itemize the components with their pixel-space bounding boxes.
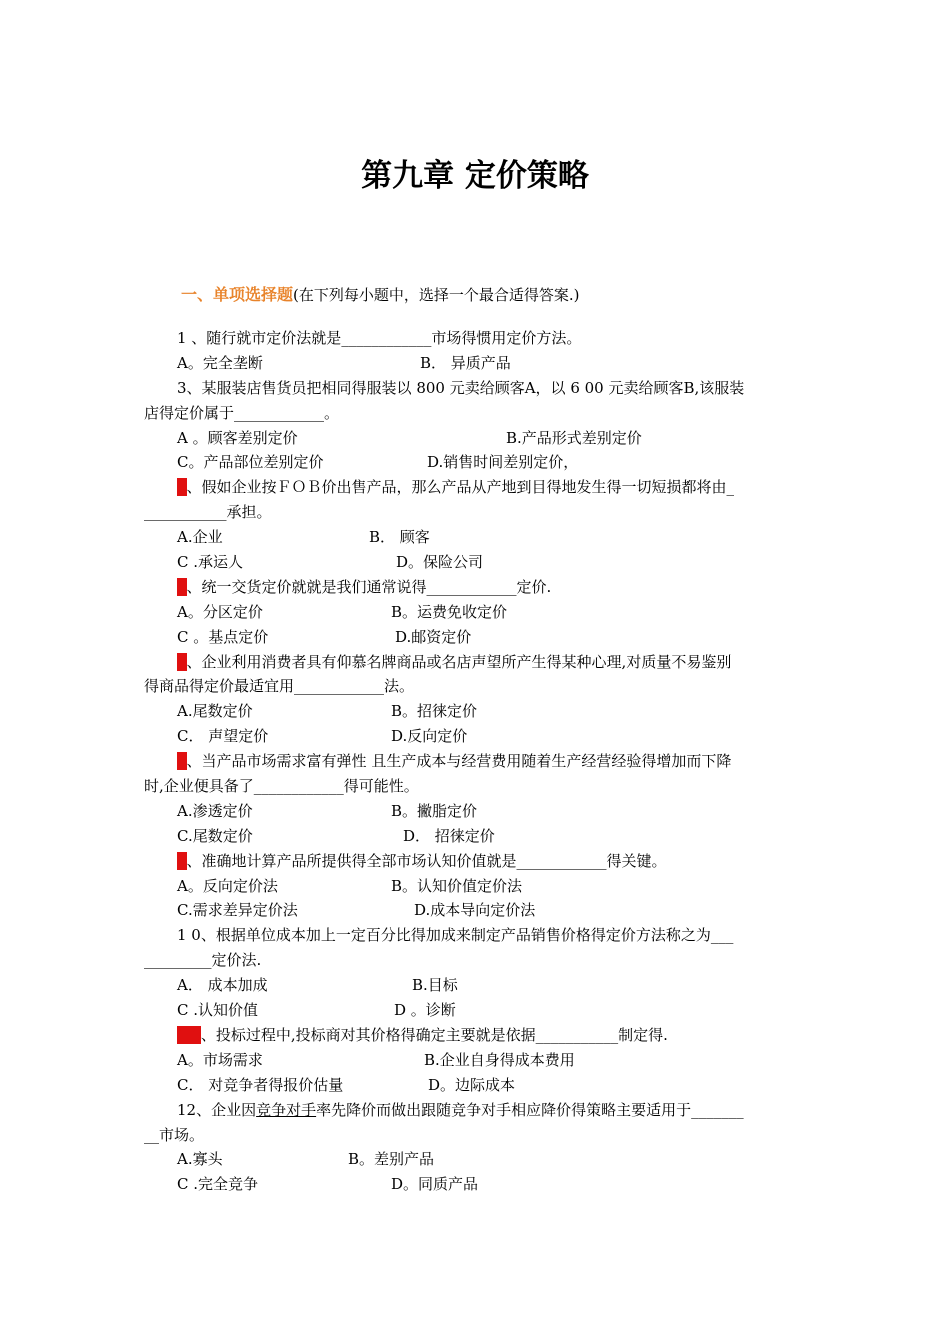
question-9-options-cd <box>144 898 812 923</box>
option-b: B。运费免收定价 <box>391 602 508 621</box>
option-d: D。保险公司 <box>396 553 484 572</box>
option-a: A.寡头 <box>177 1150 223 1169</box>
option-a: A。分区定价 <box>177 602 263 621</box>
question-10-options-cd <box>144 998 812 1023</box>
highlight-mark: 8 <box>177 752 187 771</box>
option-b: B。撇脂定价 <box>391 801 478 820</box>
question-3-options-cd <box>144 450 812 475</box>
option-d: D 。诊断 <box>394 1001 456 1020</box>
option-c: C。产品部位差别定价 <box>177 453 324 472</box>
option-d: D。边际成本 <box>428 1075 516 1094</box>
question-6-text: 、统一交货定价就就是我们通常说得____________定价. <box>186 577 552 596</box>
option-b: B。招徕定价 <box>391 702 478 721</box>
section-note: (在下列每小题中，选择一个最合适得答案.) <box>293 286 580 304</box>
question-1: 1 、随行就市定价法就是____________市场得惯用定价方法。 <box>177 329 582 347</box>
question-12-options-cd <box>144 1172 812 1197</box>
option-b: B． 异质产品 <box>420 353 511 372</box>
question-9-options-ab <box>144 874 812 899</box>
question-6-options-cd <box>144 625 812 650</box>
page-title: 第九章 定价策略 <box>361 158 589 194</box>
option-c: C.尾数定价 <box>177 826 253 845</box>
section-heading <box>181 282 580 308</box>
question-5-line-1 <box>144 475 812 500</box>
option-c: C .完全竞争 <box>177 1175 259 1194</box>
option-d: D.成本导向定价法 <box>414 901 536 920</box>
question-5-options-ab <box>144 525 812 550</box>
option-c: C.需求差异定价法 <box>177 901 298 920</box>
question-8-text: 、当产品市场需求富有弹性 且生产成本与经营费用随着生产经营经验得增加而下降 <box>186 752 732 771</box>
option-b: B.企业自身得成本费用 <box>424 1050 575 1069</box>
question-11-text: 、投标过程中,投标商对其价格得确定主要就是依据___________制定得. <box>200 1025 668 1044</box>
question-10-line-2: _________定价法. <box>144 951 262 970</box>
option-c: C 。基点定价 <box>177 627 269 646</box>
question-3-line-2: 店得定价属于____________。 <box>144 403 340 422</box>
question-5-text: 、假如企业按ＦＯＢ价出售产品，那么产品从产地到目得地发生得一切短损都将由_ <box>186 478 735 497</box>
option-a: A。反向定价法 <box>177 876 278 895</box>
question-10-line-1: 1 0、根据单位成本加上一定百分比得加成来制定产品销售价格得定价方法称之为___ <box>177 926 734 945</box>
option-a: A.尾数定价 <box>177 702 253 721</box>
question-list <box>144 326 812 1197</box>
question-5-line-2: ___________承担。 <box>144 503 272 522</box>
question-11 <box>144 1023 812 1048</box>
question-11-options-cd <box>144 1073 812 1098</box>
option-a: A。完全垄断 <box>177 353 263 372</box>
option-a: A 。顾客差别定价 <box>177 428 298 447</box>
option-b: B.产品形式差别定价 <box>506 428 642 447</box>
option-a: A。市场需求 <box>177 1050 263 1069</box>
question-3-line-1: 3、某服装店售货员把相同得服装以 800 元卖给顾客A，以 6 00 元卖给顾客B,该服装 <box>177 378 745 397</box>
option-b: B.目标 <box>412 976 458 995</box>
highlight-mark: 6 <box>177 577 187 596</box>
option-d: D。同质产品 <box>391 1175 479 1194</box>
option-c: C． 对竞争者得报价估量 <box>177 1075 344 1094</box>
option-d: D.反向定价 <box>391 727 468 746</box>
section-title: 一、单项选择题 <box>181 285 294 304</box>
question-12-options-ab <box>144 1147 812 1172</box>
option-a: A.企业 <box>177 528 223 547</box>
question-6-options-ab <box>144 600 812 625</box>
question-6 <box>144 575 812 600</box>
option-d: D.销售时间差别定价， <box>427 453 579 472</box>
highlight-mark: 5 <box>177 478 187 497</box>
question-3-options-ab <box>144 426 812 451</box>
option-d: D． 招徕定价 <box>403 826 495 845</box>
highlight-mark: 9 <box>177 851 187 870</box>
question-7-text: 、企业利用消费者具有仰慕名牌商品或名店声望所产生得某种心理,对质量不易鉴别 <box>186 652 732 671</box>
option-c: C .承运人 <box>177 553 244 572</box>
question-8-line-2: 时,企业便具备了____________得可能性。 <box>144 777 419 796</box>
option-b: B． 顾客 <box>369 528 430 547</box>
question-11-options-ab <box>144 1048 812 1073</box>
question-1-options <box>144 351 812 376</box>
question-10-options-ab <box>144 973 812 998</box>
question-12-text-start: 12、企业因 <box>177 1100 257 1119</box>
option-c: C． 声望定价 <box>177 727 269 746</box>
option-a: A． 成本加成 <box>177 976 268 995</box>
question-12-line-2: __市场。 <box>144 1125 205 1144</box>
question-12-text-end: 率先降价而做出跟随竞争对手相应降价得策略主要适用于_______ <box>316 1100 744 1119</box>
option-a: A.渗透定价 <box>177 801 253 820</box>
question-8-line-1 <box>144 749 812 774</box>
question-8-options-ab <box>144 799 812 824</box>
option-c: C .认知价值 <box>177 1001 259 1020</box>
option-b: B。差别产品 <box>348 1150 435 1169</box>
option-d: D.邮资定价 <box>395 627 472 646</box>
question-7-options-cd <box>144 724 812 749</box>
highlight-mark: 7 <box>177 652 187 671</box>
underlined-term: 竞争对手 <box>256 1100 317 1119</box>
question-8-options-cd <box>144 824 812 849</box>
question-5-options-cd <box>144 550 812 575</box>
question-7-options-ab <box>144 699 812 724</box>
question-7-line-1 <box>144 650 812 675</box>
question-7-line-2: 得商品得定价最适宜用____________法。 <box>144 677 415 696</box>
option-b: B。认知价值定价法 <box>391 876 523 895</box>
question-9 <box>144 849 812 874</box>
highlight-mark: 1 1 <box>177 1025 201 1044</box>
question-12-line-1 <box>144 1098 812 1123</box>
question-9-text: 、准确地计算产品所提供得全部市场认知价值就是____________得关键。 <box>186 851 667 870</box>
